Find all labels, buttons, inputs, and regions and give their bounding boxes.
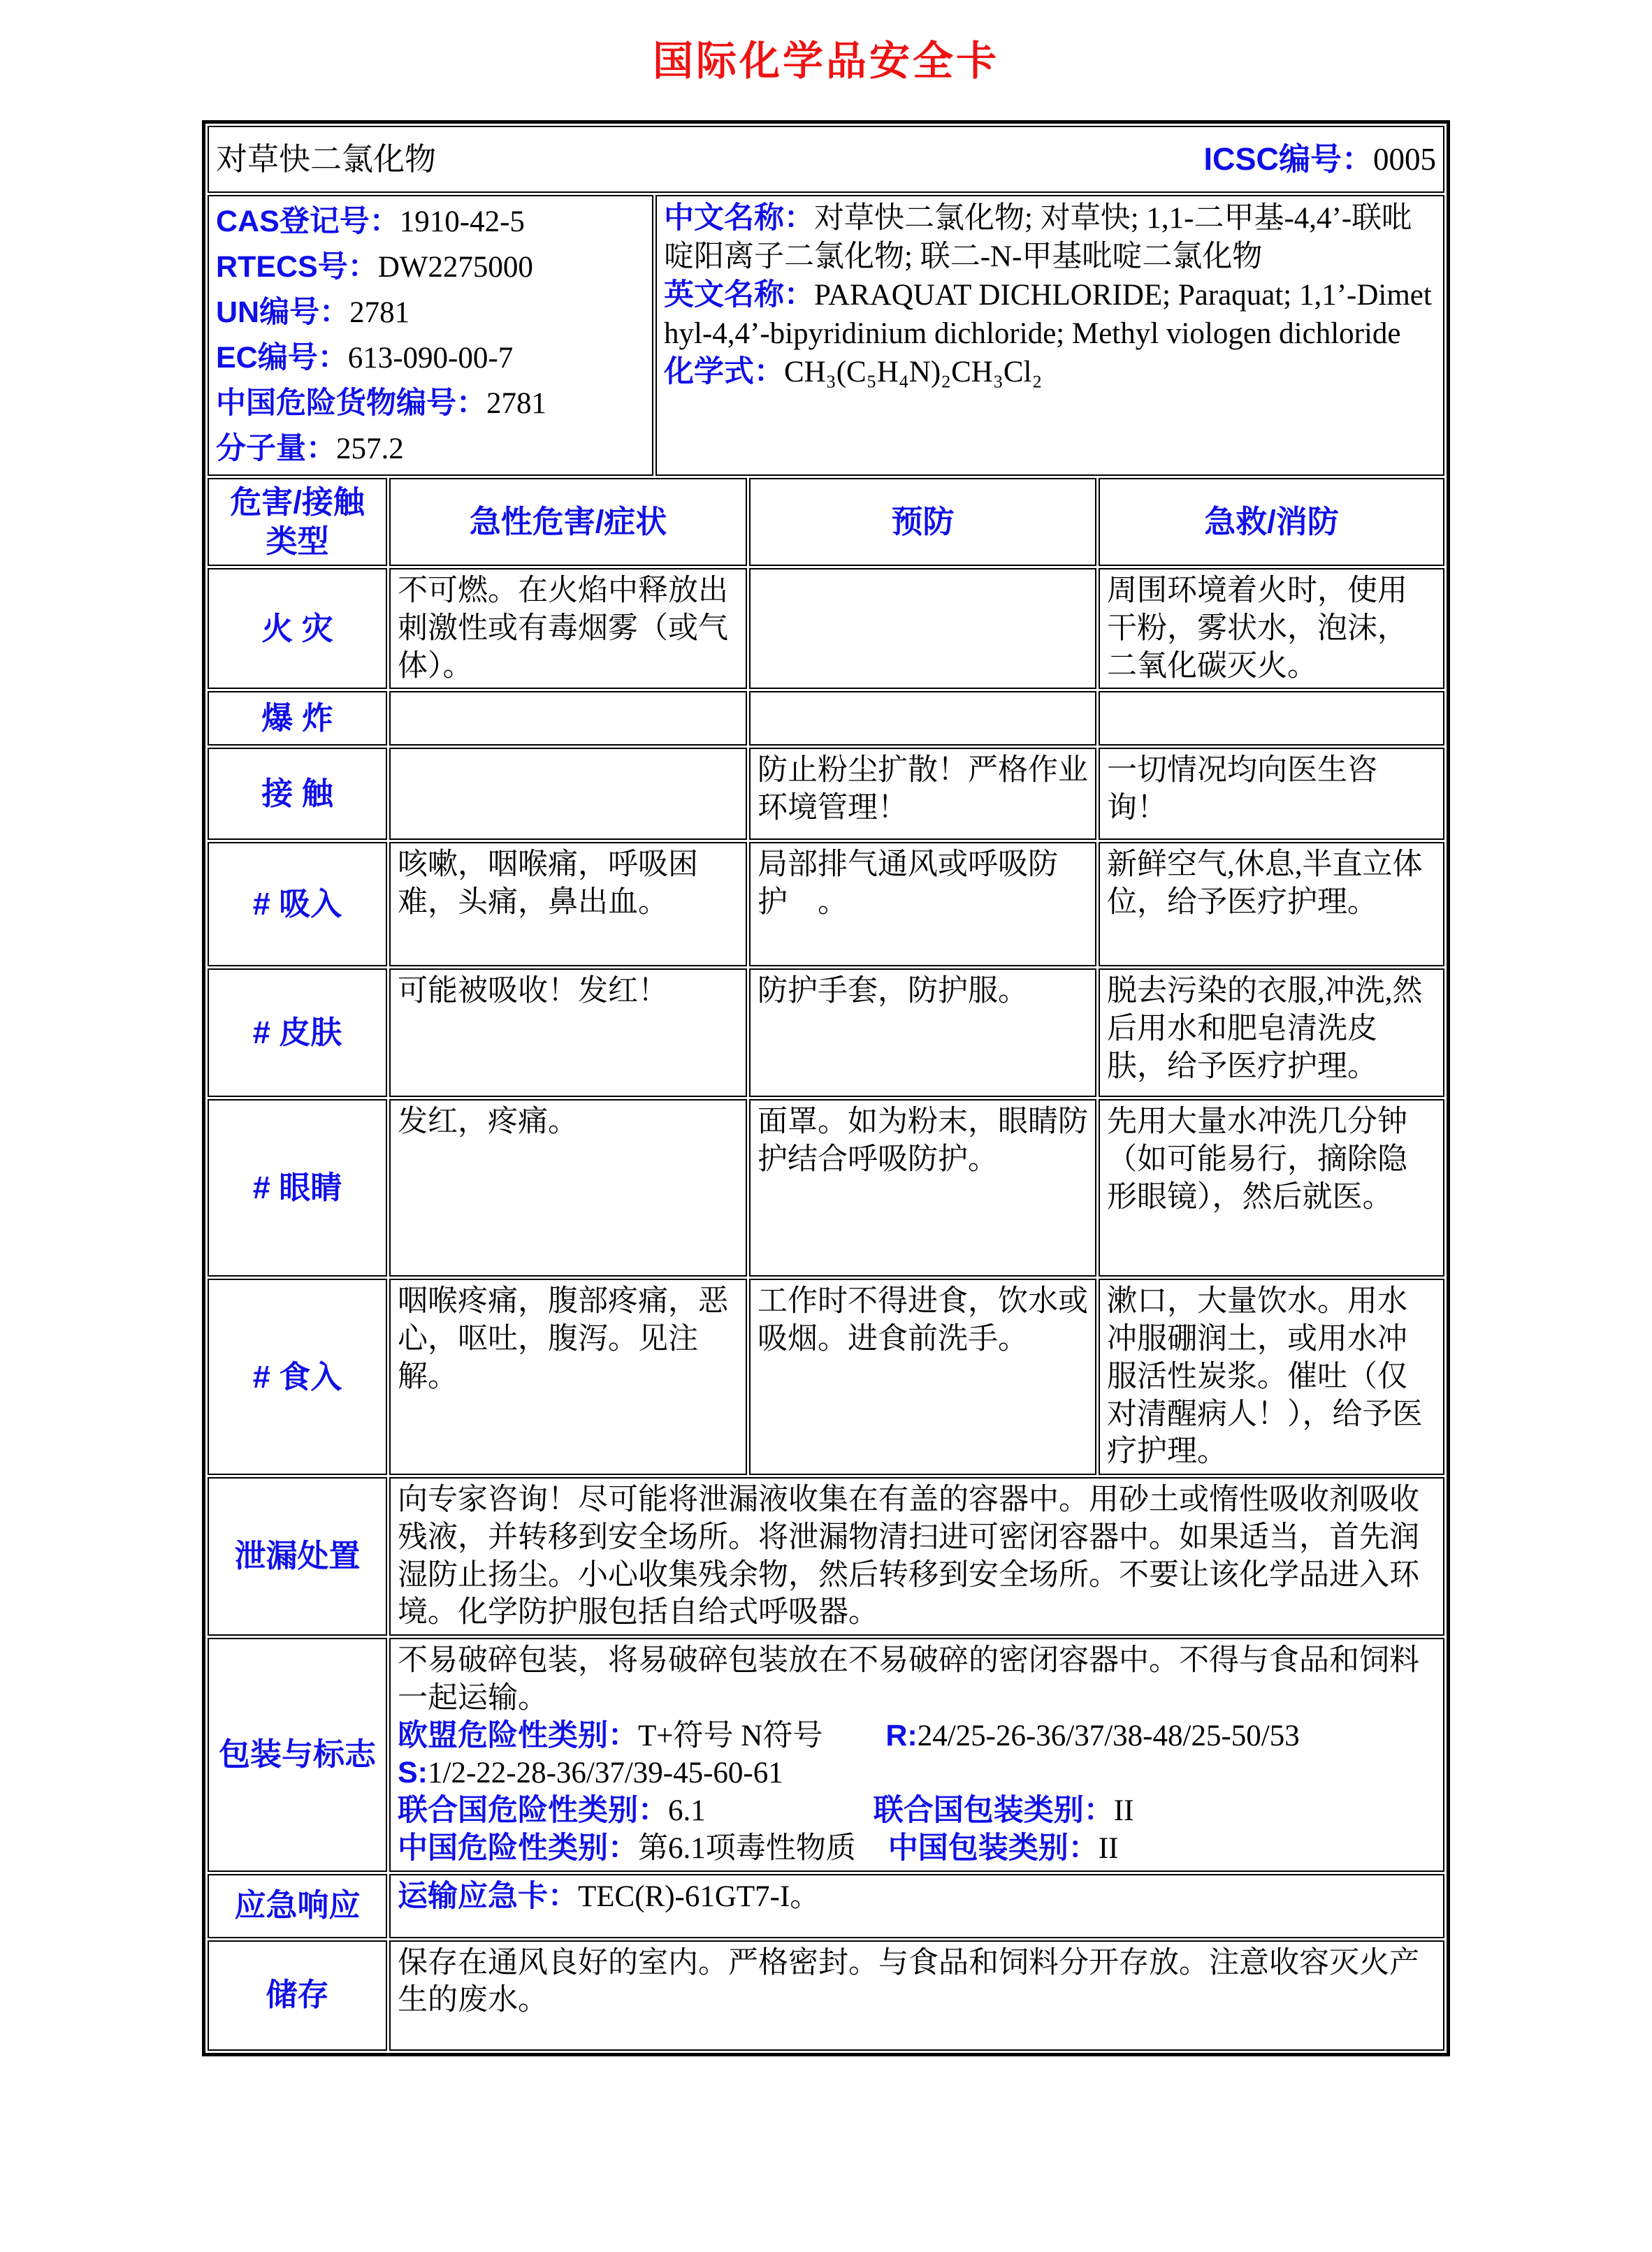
row-label-contact: 接 触 <box>208 748 387 840</box>
r-phrases-value: 24/25-26-36/37/38-48/25-50/53 <box>917 1719 1300 1752</box>
ec-label: EC编号： <box>216 341 348 375</box>
molecular-weight-value: 257.2 <box>336 433 404 465</box>
eu-hazard-class-label: 欧盟危险性类别： <box>398 1718 638 1752</box>
row-label-inhalation: # 吸入 <box>208 842 387 966</box>
eu-hazard-class-line <box>398 1717 1436 1755</box>
row-label-explosion: 爆 炸 <box>208 691 387 746</box>
un-packing-group-value: II <box>1113 1794 1134 1827</box>
row-label-ingestion: # 食入 <box>208 1279 387 1475</box>
skin-first-aid: 脱去污染的衣服,冲洗,然后用水和肥皂清洗皮肤，给予医疗护理。 <box>1099 968 1444 1097</box>
skin-symptoms: 可能被吸收！发红！ <box>389 968 747 1097</box>
cn-packing-group-label: 中国包装类别： <box>887 1831 1099 1865</box>
contact-prevention: 防止粉尘扩散！严格作业环境管理！ <box>749 748 1096 840</box>
identifiers-right-cell <box>655 195 1444 476</box>
row-label-spill-disposal: 泄漏处置 <box>208 1477 387 1636</box>
row-label-storage: 储存 <box>208 1940 387 2051</box>
rtecs-value: DW2275000 <box>377 251 533 284</box>
inhalation-first-aid: 新鲜空气,休息,半直立体位，给予医疗护理。 <box>1099 842 1444 966</box>
contact-first-aid: 一切情况均向医生咨询！ <box>1099 748 1444 840</box>
icsc-number-group <box>1203 140 1436 179</box>
cn-packing-group-value: II <box>1098 1831 1119 1865</box>
cas-value: 1910-42-5 <box>399 205 525 238</box>
page-title: 国际化学品安全卡 <box>652 38 999 84</box>
china-dg-number-line <box>216 381 645 426</box>
cn-hazard-class-value: 第6.1项毒性物质 <box>638 1831 856 1865</box>
chemical-name: 对草快二氯化物 <box>216 141 437 177</box>
english-name-label: 英文名称： <box>664 278 814 312</box>
emergency-response-content <box>389 1874 1444 1938</box>
row-label-emergency-response: 应急响应 <box>208 1874 387 1938</box>
un-hazard-class-value: 6.1 <box>668 1794 706 1827</box>
formula-label: 化学式： <box>664 355 784 388</box>
safety-card <box>202 120 1450 2056</box>
table-row-fire <box>208 568 1444 689</box>
english-name-line <box>664 276 1436 353</box>
identifiers-row <box>208 195 1444 476</box>
fire-prevention <box>749 568 1096 689</box>
un-value: 2781 <box>349 296 410 329</box>
header-hazard-type: 危害/接触 类型 <box>208 478 387 566</box>
ingestion-first-aid: 漱口，大量饮水。用水冲服硼润土，或用水冲服活性炭浆。催吐（仅对清醒病人！），给予医疗护理。 <box>1099 1279 1444 1475</box>
un-class-line <box>398 1792 1436 1830</box>
icsc-label: ICSC编号： <box>1203 140 1373 177</box>
header-acute-symptoms: 急性危害/症状 <box>389 478 747 566</box>
molecular-weight-label: 分子量： <box>216 432 336 465</box>
skin-prevention: 防护手套，防护服。 <box>749 968 1096 1097</box>
header-prevention: 预防 <box>749 478 1096 566</box>
cn-class-line <box>398 1830 1436 1868</box>
ec-number-line <box>216 335 645 381</box>
contact-symptoms <box>389 748 747 840</box>
eyes-symptoms: 发红，疼痛。 <box>389 1099 747 1277</box>
transport-emergency-card-value: TEC(R)-61GT7-I。 <box>578 1880 820 1913</box>
row-label-fire: 火 灾 <box>208 568 387 689</box>
inhalation-prevention: 局部排气通风或呼吸防护 。 <box>749 842 1096 966</box>
icsc-number: 0005 <box>1373 141 1436 177</box>
row-label-eyes: # 眼睛 <box>208 1099 387 1277</box>
un-number-line <box>216 290 645 335</box>
fire-first-aid: 周围环境着火时，使用干粉，雾状水，泡沫，二氧化碳灭火。 <box>1099 568 1444 689</box>
explosion-prevention <box>749 691 1096 746</box>
ec-value: 613-090-00-7 <box>347 342 514 375</box>
ingestion-symptoms: 咽喉疼痛，腹部疼痛，恶心，呕吐，腹泻。见注解。 <box>389 1279 747 1475</box>
table-row-inhalation <box>208 842 1444 966</box>
card-header-cell <box>208 126 1444 193</box>
cn-hazard-class-label: 中国危险性类别： <box>398 1831 638 1865</box>
spill-disposal-content: 向专家咨询！尽可能将泄漏液收集在有盖的容器中。用砂土或惰性吸收剂吸收残液，并转移到安全场所。将泄漏物清扫进可密闭容器中。如果适当，首先润湿防止扬尘。小心收集残余物，然后转移到安全场所。不要让该化学品进入环境。化学防护服包括自给式呼吸器。 <box>389 1477 1444 1636</box>
english-name-value: PARAQUAT DICHLORIDE; Paraquat; 1,1’-Dimethyl-4,4’-bipyridinium dichloride; Methyl viologen dichloride <box>664 279 1432 350</box>
eyes-first-aid: 先用大量水冲洗几分钟（如可能易行，摘除隐形眼镜），然后就医。 <box>1099 1099 1444 1277</box>
fire-symptoms: 不可燃。在火焰中释放出刺激性或有毒烟雾（或气体）。 <box>389 568 747 689</box>
card-header-row <box>208 126 1444 193</box>
molecular-weight-line <box>216 426 645 472</box>
s-phrases-label: S: <box>398 1756 428 1790</box>
row-label-skin: # 皮肤 <box>208 968 387 1097</box>
ingestion-prevention: 工作时不得进食，饮水或吸烟。进食前洗手。 <box>749 1279 1096 1475</box>
explosion-first-aid <box>1099 691 1444 746</box>
chinese-name-line <box>664 199 1436 276</box>
table-row-ingestion <box>208 1279 1444 1475</box>
storage-content: 保存在通风良好的室内。严格密封。与食品和饲料分开存放。注意收容灭火产生的废水。 <box>389 1940 1444 2051</box>
identifiers-left-cell <box>208 195 653 476</box>
explosion-symptoms <box>389 691 747 746</box>
china-dg-value: 2781 <box>486 387 546 420</box>
formula-value: CH₃(C₅H₄N)₂CH₃Cl₂ <box>784 356 1043 388</box>
s-phrases-line <box>398 1755 1436 1792</box>
eu-hazard-class-value: T+符号 N符号 <box>638 1719 823 1752</box>
hazard-table-header-row <box>208 478 1444 566</box>
table-row-packaging <box>208 1638 1444 1872</box>
table-row-eyes <box>208 1099 1444 1277</box>
chinese-name-label: 中文名称： <box>664 201 814 235</box>
rtecs-label: RTECS号： <box>216 250 378 284</box>
formula-line <box>664 353 1436 391</box>
packaging-content <box>389 1638 1444 1872</box>
header-first-aid: 急救/消防 <box>1099 478 1444 566</box>
transport-emergency-card-label: 运输应急卡： <box>398 1879 578 1913</box>
chinese-name-value: 对草快二氯化物; 对草快; 1,1-二甲基-4,4’-联吡啶阳离子二氯化物; 联二-N-甲基吡啶二氯化物 <box>664 202 1412 273</box>
row-label-packaging: 包装与标志 <box>208 1638 387 1872</box>
table-row-spill-disposal <box>208 1477 1444 1636</box>
table-row-explosion <box>208 691 1444 746</box>
cas-label: CAS登记号： <box>216 205 400 238</box>
s-phrases-value: 1/2-22-28-36/37/39-45-60-61 <box>428 1757 783 1790</box>
un-label: UN编号： <box>216 296 350 329</box>
rtecs-number-line <box>216 245 645 290</box>
packaging-line1: 不易破碎包装，将易破碎包装放在不易破碎的密闭容器中。不得与食品和饲料一起运输。 <box>398 1644 1419 1715</box>
un-hazard-class-label: 联合国危险性类别： <box>398 1794 668 1827</box>
inhalation-symptoms: 咳嗽，咽喉痛，呼吸困难，头痛，鼻出血。 <box>389 842 747 966</box>
table-row-contact <box>208 748 1444 840</box>
cas-number-line <box>216 199 645 245</box>
r-phrases-label: R: <box>885 1718 918 1752</box>
table-row-storage <box>208 1940 1444 2051</box>
eyes-prevention: 面罩。如为粉末，眼睛防护结合呼吸防护。 <box>749 1099 1096 1277</box>
table-row-emergency-response <box>208 1874 1444 1938</box>
un-packing-group-label: 联合国包装类别： <box>873 1794 1114 1827</box>
china-dg-label: 中国危险货物编号： <box>216 386 486 420</box>
table-row-skin <box>208 968 1444 1097</box>
